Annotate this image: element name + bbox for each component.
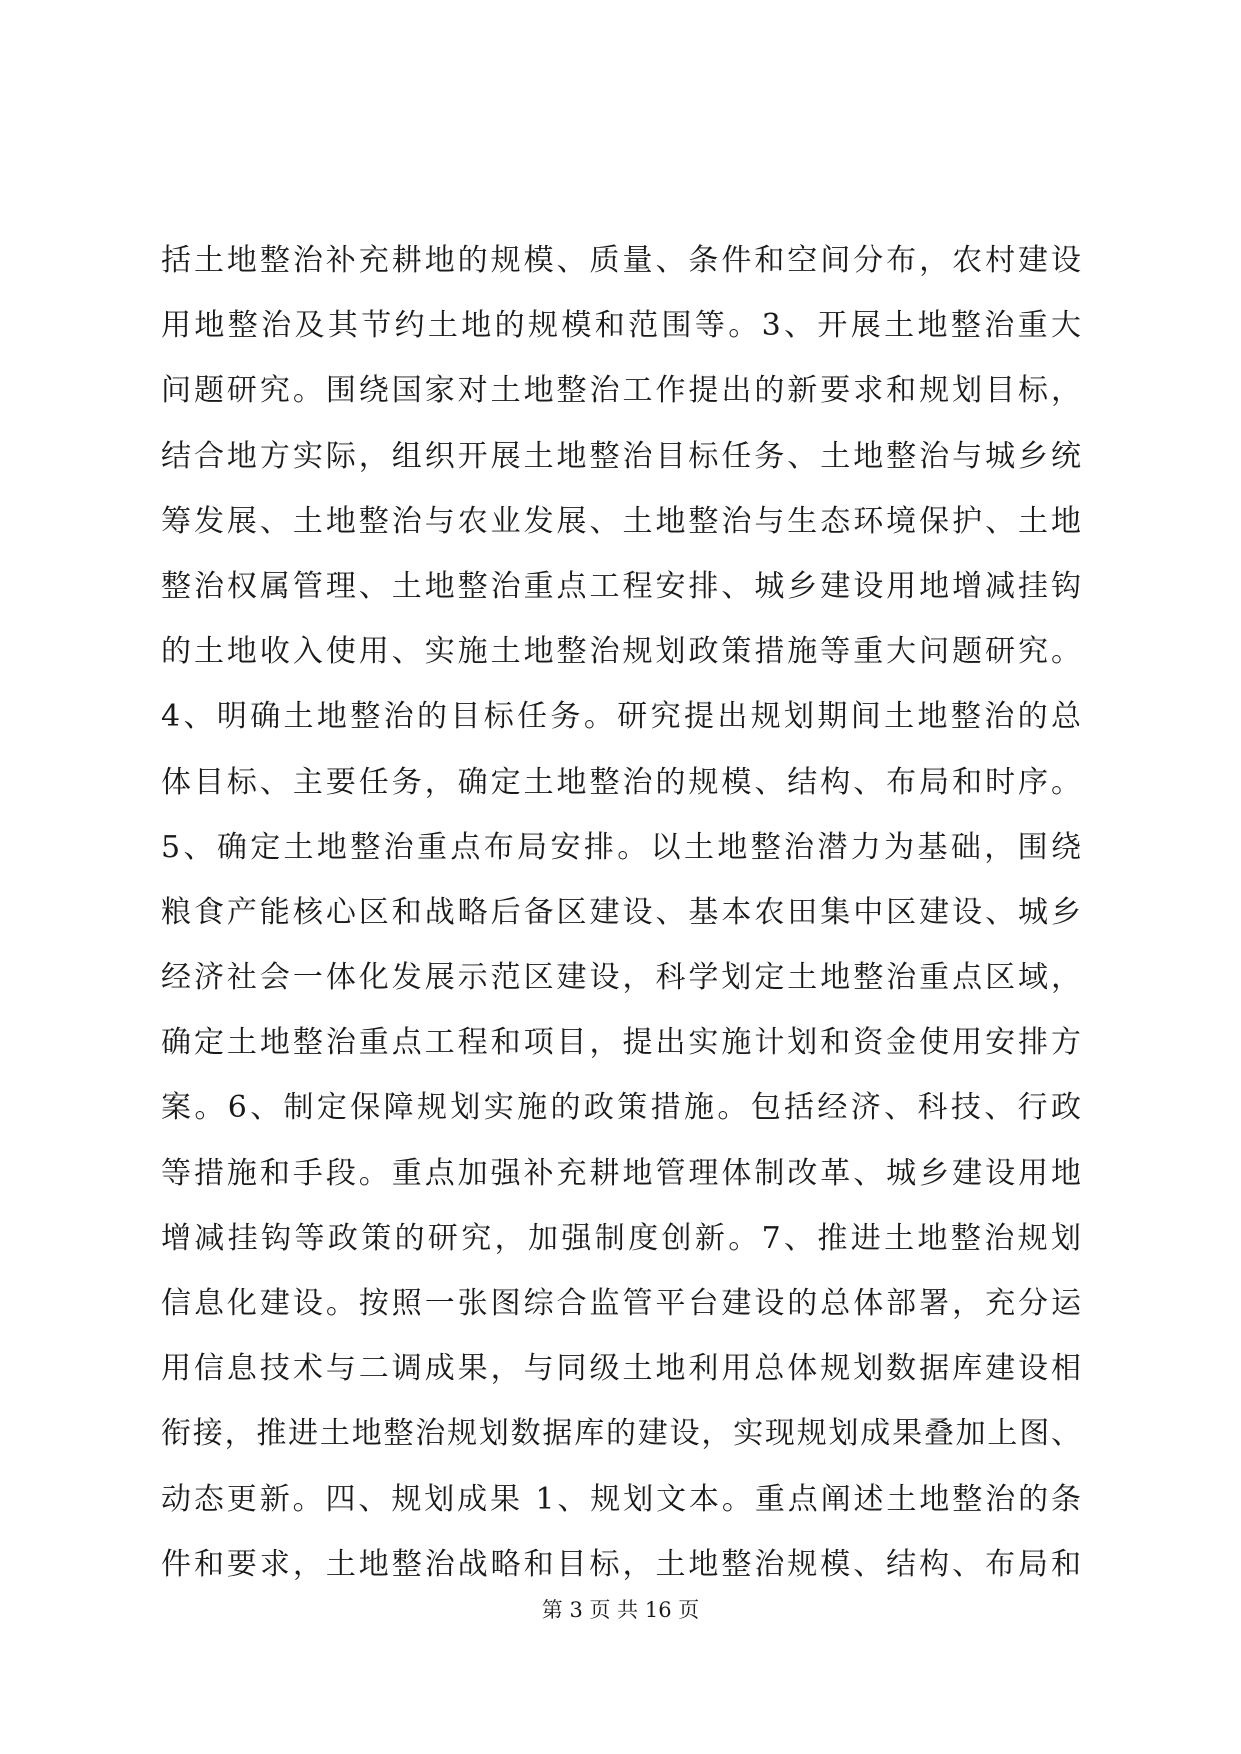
text-line: 信息化建设。按照一张图综合监管平台建设的总体部署，充分运 xyxy=(161,1286,1081,1321)
text-line: 筹发展、土地整治与农业发展、土地整治与生态环境保护、土地 xyxy=(161,503,1081,539)
text-line: 问题研究。围绕国家对土地整治工作提出的新要求和规划目标， xyxy=(161,373,1081,409)
text-line: 粮食产能核心区和战略后备区建设、基本农田集中区建设、城乡 xyxy=(161,894,1081,930)
text-line: 动态更新。四、规划成果 1、规划文本。重点阐述土地整治的条 xyxy=(161,1481,1081,1517)
text-line: 整治权属管理、土地整治重点工程安排、城乡建设用地增减挂钩 xyxy=(161,568,1081,604)
text-line: 衔接，推进土地整治规划数据库的建设，实现规划成果叠加上图、 xyxy=(161,1416,1081,1452)
text-line: 体目标、主要任务，确定土地整治的规模、结构、布局和时序。 xyxy=(161,764,1081,800)
text-line: 增减挂钩等政策的研究，加强制度创新。7、推进土地整治规划 xyxy=(161,1220,1081,1256)
page-number-footer: 第 3 页 共 16 页 xyxy=(541,1598,700,1622)
text-line: 案。6、制定保障规划实施的政策措施。包括经济、科技、行政 xyxy=(161,1090,1081,1126)
text-line: 确定土地整治重点工程和项目，提出实施计划和资金使用安排方 xyxy=(161,1025,1081,1061)
text-line: 的土地收入使用、实施土地整治规划政策措施等重大问题研究。 xyxy=(161,634,1081,670)
text-line: 用地整治及其节约土地的规模和范围等。3、开展土地整治重大 xyxy=(161,308,1081,344)
text-line: 5、确定土地整治重点布局安排。以土地整治潜力为基础，围绕 xyxy=(161,829,1081,865)
text-line: 经济社会一体化发展示范区建设，科学划定土地整治重点区域， xyxy=(161,960,1081,996)
text-line: 4、明确土地整治的目标任务。研究提出规划期间土地整治的总 xyxy=(161,699,1081,735)
text-line: 件和要求，土地整治战略和目标，土地整治规模、结构、布局和 xyxy=(161,1546,1081,1582)
text-line: 等措施和手段。重点加强补充耕地管理体制改革、城乡建设用地 xyxy=(161,1155,1081,1191)
text-line: 括土地整治补充耕地的规模、质量、条件和空间分布，农村建设 xyxy=(161,243,1081,278)
text-line: 用信息技术与二调成果，与同级土地利用总体规划数据库建设相 xyxy=(161,1351,1081,1387)
text-line: 结合地方实际，组织开展土地整治目标任务、土地整治与城乡统 xyxy=(161,438,1081,474)
body-text xyxy=(161,228,1081,1597)
